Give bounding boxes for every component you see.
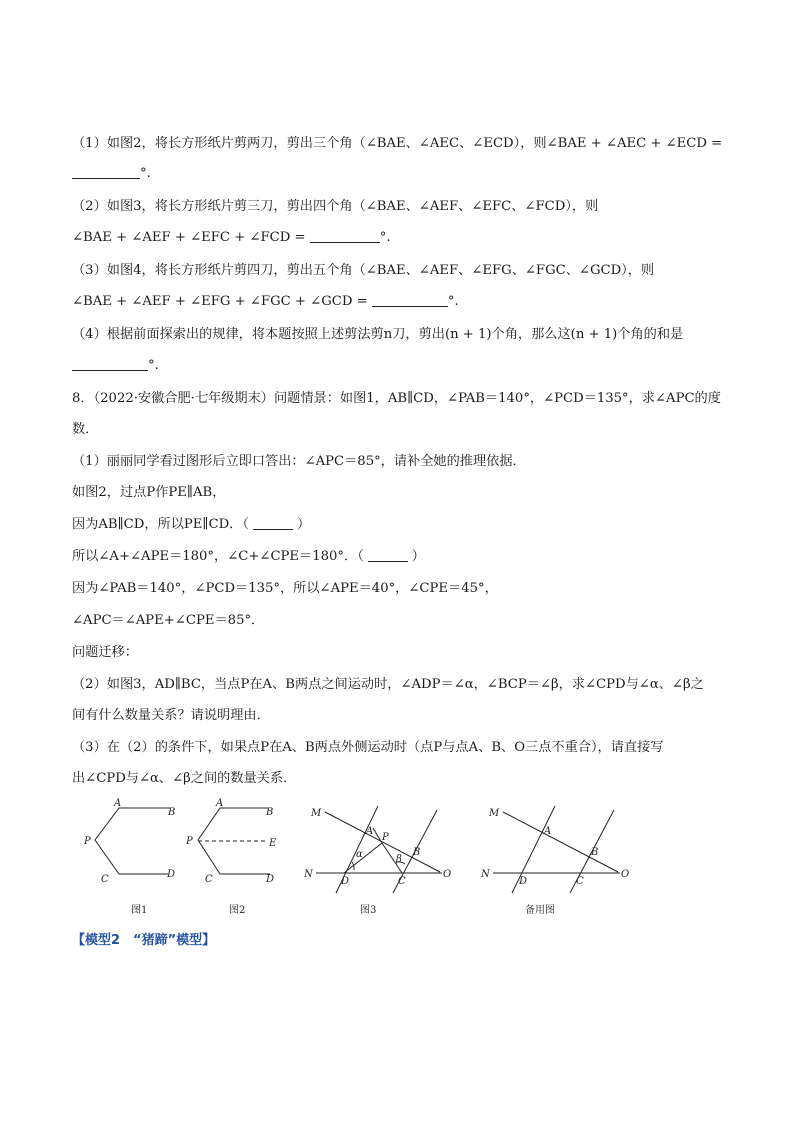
fig4-label-c: C bbox=[576, 876, 584, 887]
model-heading: 【模型2 “猪蹄”模型】 bbox=[72, 933, 216, 948]
q3-line-1: （3）如图4，将长方形纸片剪四刀，剪出五个角（∠BAE、∠AEF、∠EFG、∠FGC、∠GCD），则 bbox=[72, 263, 655, 278]
sub1-line: （1）丽丽同学看过图形后立即口答出：∠APC＝85°，请补全她的推理依据． bbox=[72, 454, 526, 469]
fig4-caption: 备用图 bbox=[525, 905, 555, 916]
fig4-label-o: O bbox=[621, 869, 630, 880]
figure-3 bbox=[316, 806, 442, 893]
q4-line-1: （4）根据前面探索出的规律，将本题按照上述剪法剪n刀，剪出(n + 1)个角，那么这(n + 1)个角的和是 bbox=[72, 327, 684, 342]
sub3-line-2: 出∠CPD与∠α、∠β之间的数量关系． bbox=[72, 771, 297, 786]
fig4-label-d: D bbox=[519, 876, 528, 887]
fig1-caption: 图1 bbox=[131, 905, 148, 916]
fig3-caption: 图3 bbox=[360, 905, 377, 916]
fig2-label-e: E bbox=[269, 838, 277, 849]
fig1-label-d: D bbox=[167, 869, 176, 880]
proof-line-1: 如图2，过点P作PE∥AB， bbox=[72, 485, 226, 500]
q4-line-2: °. bbox=[72, 356, 159, 376]
fig3-line-pa bbox=[373, 828, 382, 843]
figure-1-polyline bbox=[95, 808, 170, 874]
fig3-label-m: M bbox=[311, 808, 322, 819]
transfer-label: 问题迁移： bbox=[72, 645, 138, 660]
problem8-line-2: 数． bbox=[72, 422, 99, 437]
fig2-label-d: D bbox=[266, 874, 275, 885]
q2-line-2: ∠BAE + ∠AEF + ∠EFC + ∠FCD = °. bbox=[72, 230, 391, 245]
fig3-label-b: B bbox=[413, 847, 421, 858]
fig3-label-alpha: α bbox=[356, 849, 363, 860]
fig4-line-mo bbox=[503, 812, 618, 872]
fig3-label-o: O bbox=[443, 869, 452, 880]
fig4-label-m: M bbox=[489, 808, 500, 819]
sub2-line-2: 间有什么数量关系？请说明理由． bbox=[72, 708, 270, 723]
fig3-label-n: N bbox=[304, 869, 313, 880]
fig3-line-dp bbox=[344, 843, 382, 873]
fig1-label-p: P bbox=[84, 836, 91, 847]
fig1-label-c: C bbox=[101, 874, 109, 885]
sub3-line-1: （3）在（2）的条件下，如果点P在A、B两点外侧运动时（点P与点A、B、O三点不重合），请直接写 bbox=[72, 740, 664, 755]
q3-line-2: ∠BAE + ∠AEF + ∠EFG + ∠FGC + ∠GCD = °. bbox=[72, 294, 459, 309]
fig4-label-b: B bbox=[591, 847, 599, 858]
fig2-label-p: P bbox=[186, 836, 193, 847]
figure-4 bbox=[493, 806, 620, 893]
fig3-label-a: A bbox=[366, 826, 374, 837]
q2-line-1: （2）如图3，将长方形纸片剪三刀，剪出四个角（∠BAE、∠AEF、∠EFC、∠FCD），则 bbox=[72, 199, 599, 214]
fig4-label-n: N bbox=[481, 869, 490, 880]
fig4-label-a: A bbox=[544, 826, 552, 837]
q1-line-2: °. bbox=[72, 164, 151, 184]
fig3-label-d: D bbox=[341, 876, 350, 887]
fig1-label-b: B bbox=[168, 807, 176, 818]
fig3-label-beta: β bbox=[396, 854, 402, 865]
sub2-line-1: （2）如图3，AD∥BC，当点P在A、B两点之间运动时，∠ADP＝∠α，∠BCP＝∠β，求∠CPD与∠α、∠β之 bbox=[72, 677, 704, 692]
fig3-label-c: C bbox=[398, 876, 406, 887]
figure-2 bbox=[198, 808, 270, 874]
figure-1 bbox=[95, 808, 170, 874]
fig2-label-c: C bbox=[205, 874, 213, 885]
fig2-label-a: A bbox=[216, 798, 224, 809]
q1-line-1: （1）如图2，将长方形纸片剪两刀，剪出三个角（∠BAE、∠AEC、∠ECD），则∠BAE + ∠AEC + ∠ECD = bbox=[72, 136, 723, 151]
problem8-line-1: 8．（2022·安徽合肥·七年级期末）问题情景：如图1，AB∥CD，∠PAB＝140°，∠PCD＝135°，求∠APC的度 bbox=[72, 391, 721, 406]
proof-line-4: 因为∠PAB＝140°，∠PCD＝135°，所以∠APE＝40°，∠CPE＝45°， bbox=[72, 581, 498, 596]
fig2-caption: 图2 bbox=[229, 905, 246, 916]
proof-line-5: ∠APC＝∠APE+∠CPE＝85°． bbox=[72, 613, 265, 628]
fig2-label-b: B bbox=[266, 807, 274, 818]
proof-line-2: 因为AB∥CD，所以PE∥CD．（ ） bbox=[72, 517, 311, 532]
fig1-label-a: A bbox=[114, 798, 122, 809]
fig3-label-p: P bbox=[382, 832, 389, 843]
proof-line-3: 所以∠A+∠APE＝180°，∠C+∠CPE＝180°．（ ） bbox=[72, 549, 425, 564]
